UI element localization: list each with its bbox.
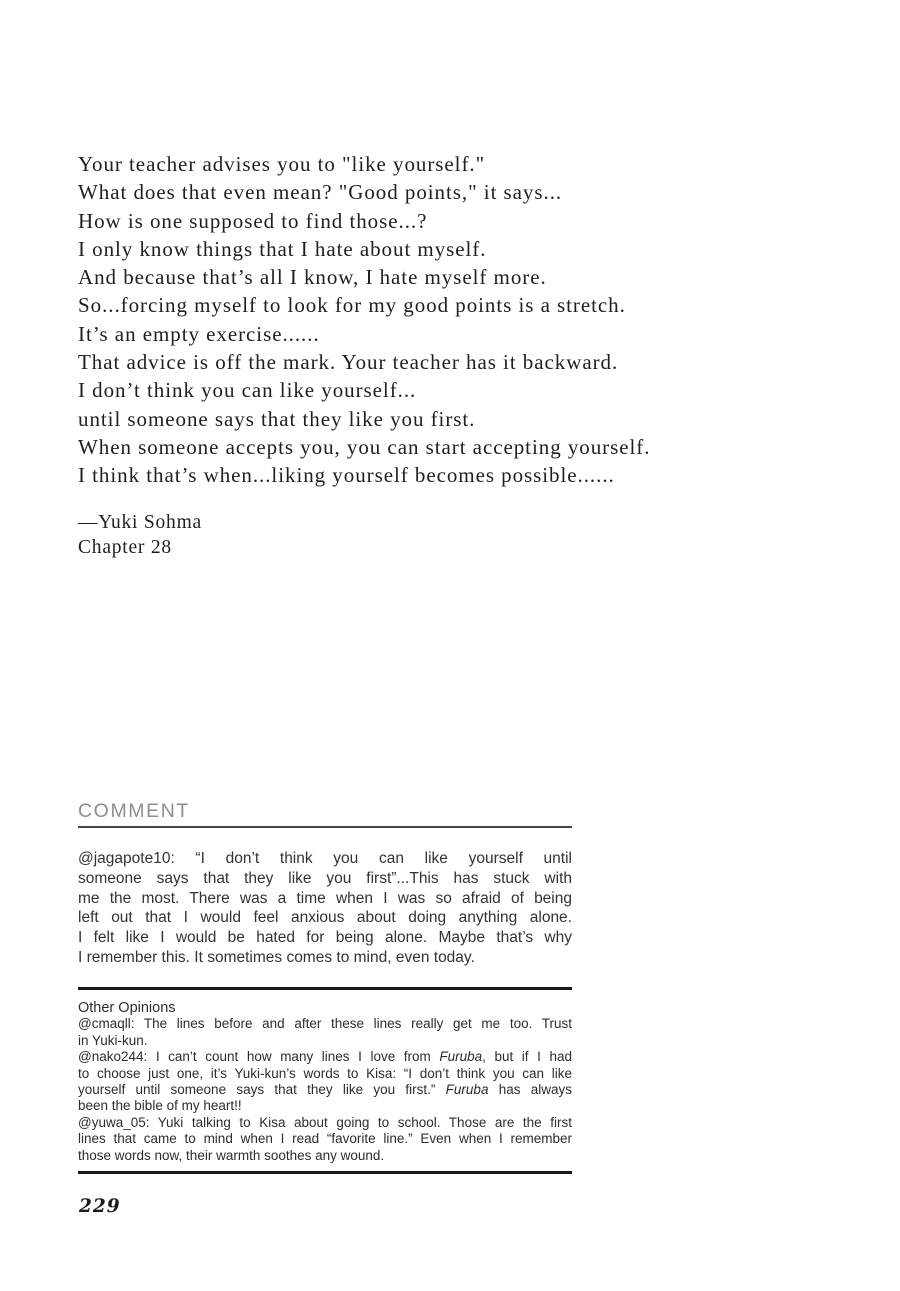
text-line: [78, 1066, 572, 1082]
italic-text-segment: Furuba: [445, 1082, 489, 1098]
text-line: [78, 291, 650, 319]
text-line: [78, 908, 572, 928]
text-line: [78, 928, 572, 948]
text-segment: in Yuki-kun.: [78, 1032, 148, 1048]
text-segment: What does that even mean? "Good points," it says...: [78, 180, 563, 205]
text-segment: That advice is off the mark. Your teacher has it backward.: [78, 350, 619, 375]
text-segment: someone says that they like you first”...This has stuck with: [78, 869, 572, 887]
text-line: [78, 849, 572, 869]
text-line: [78, 178, 650, 206]
text-segment: When someone accepts you, you can start accepting yourself.: [78, 434, 651, 459]
italic-text-segment: Furuba: [439, 1049, 483, 1065]
text-line: [78, 376, 650, 404]
text-segment: those words now, their warmth soothes any wound.: [78, 1147, 385, 1163]
text-segment: yourself until someone says that they like you first.”: [78, 1082, 446, 1098]
text-segment: How is one supposed to find those...?: [78, 208, 428, 233]
text-segment: @yuwa_05: Yuki talking to Kisa about going to school. Those are the first: [78, 1114, 572, 1130]
text-line: [78, 1082, 572, 1098]
other-opinions-section: [78, 987, 572, 1174]
text-line: [78, 461, 650, 489]
text-line: [78, 207, 650, 235]
text-segment: @cmaqll: The lines before and after these lines really get me too. Trust: [78, 1016, 572, 1032]
comment-heading-rule: [78, 826, 572, 828]
text-line: [78, 1148, 572, 1164]
text-line: [78, 263, 650, 291]
text-segment: Your teacher advises you to "like yourself.": [78, 152, 486, 176]
text-segment: I felt like I would be hated for being alone. Maybe that’s why: [78, 929, 572, 947]
text-segment: It’s an empty exercise......: [78, 321, 320, 346]
text-line: [78, 889, 572, 909]
text-line: [78, 1033, 572, 1049]
quote-chapter: Chapter 28: [78, 537, 172, 558]
page-number: 229: [79, 1196, 121, 1217]
text-line: [78, 405, 650, 433]
text-segment: left out that I would feel anxious about doing anything alone.: [78, 909, 572, 927]
comment-body: [78, 849, 572, 968]
text-segment: me the most. There was a time when I was so afraid of being: [78, 889, 572, 907]
text-line: [78, 1016, 572, 1032]
text-line: [78, 869, 572, 889]
text-segment: has always: [488, 1082, 572, 1098]
text-segment: And because that’s all I know, I hate myself more.: [78, 265, 547, 290]
text-segment: to choose just one, it’s Yuki-kun’s words to Kisa: “I don’t think you can like: [78, 1065, 572, 1081]
text-line: [78, 948, 572, 968]
text-segment: @nako244: I can’t count how many lines I love from: [78, 1049, 440, 1065]
text-segment: I only know things that I hate about myself.: [78, 236, 487, 261]
opinions-top-rule: [78, 987, 572, 990]
opinions-body: [78, 1016, 572, 1164]
text-segment: , but if I had: [482, 1049, 572, 1065]
quote-block: [78, 150, 650, 490]
text-segment: I don’t think you can like yourself...: [78, 378, 417, 403]
text-line: [78, 320, 650, 348]
text-line: [78, 1115, 572, 1131]
quote-author: —Yuki Sohma: [78, 512, 202, 533]
comment-section: [78, 800, 572, 968]
opinions-heading: Other Opinions: [78, 1000, 176, 1016]
opinions-bottom-rule: [78, 1171, 572, 1174]
text-line: [78, 1098, 572, 1114]
text-segment: until someone says that they like you first.: [78, 406, 476, 431]
comment-heading: COMMENT: [78, 800, 190, 822]
text-line: [78, 1131, 572, 1147]
text-segment: lines that came to mind when I read “favorite line.” Even when I remember: [78, 1131, 572, 1147]
text-segment: So...forcing myself to look for my good points is a stretch.: [78, 293, 626, 318]
text-line: [78, 348, 650, 376]
text-line: [78, 1049, 572, 1065]
text-line: [78, 150, 650, 178]
text-line: [78, 433, 650, 461]
text-segment: been the bible of my heart!!: [78, 1098, 242, 1114]
text-line: [78, 235, 650, 263]
quote-attribution: [78, 510, 202, 560]
text-segment: I remember this. It sometimes comes to mind, even today.: [78, 948, 475, 966]
text-segment: @jagapote10: “I don’t think you can like yourself until: [78, 850, 572, 867]
text-segment: I think that’s when...liking yourself becomes possible......: [78, 463, 615, 488]
